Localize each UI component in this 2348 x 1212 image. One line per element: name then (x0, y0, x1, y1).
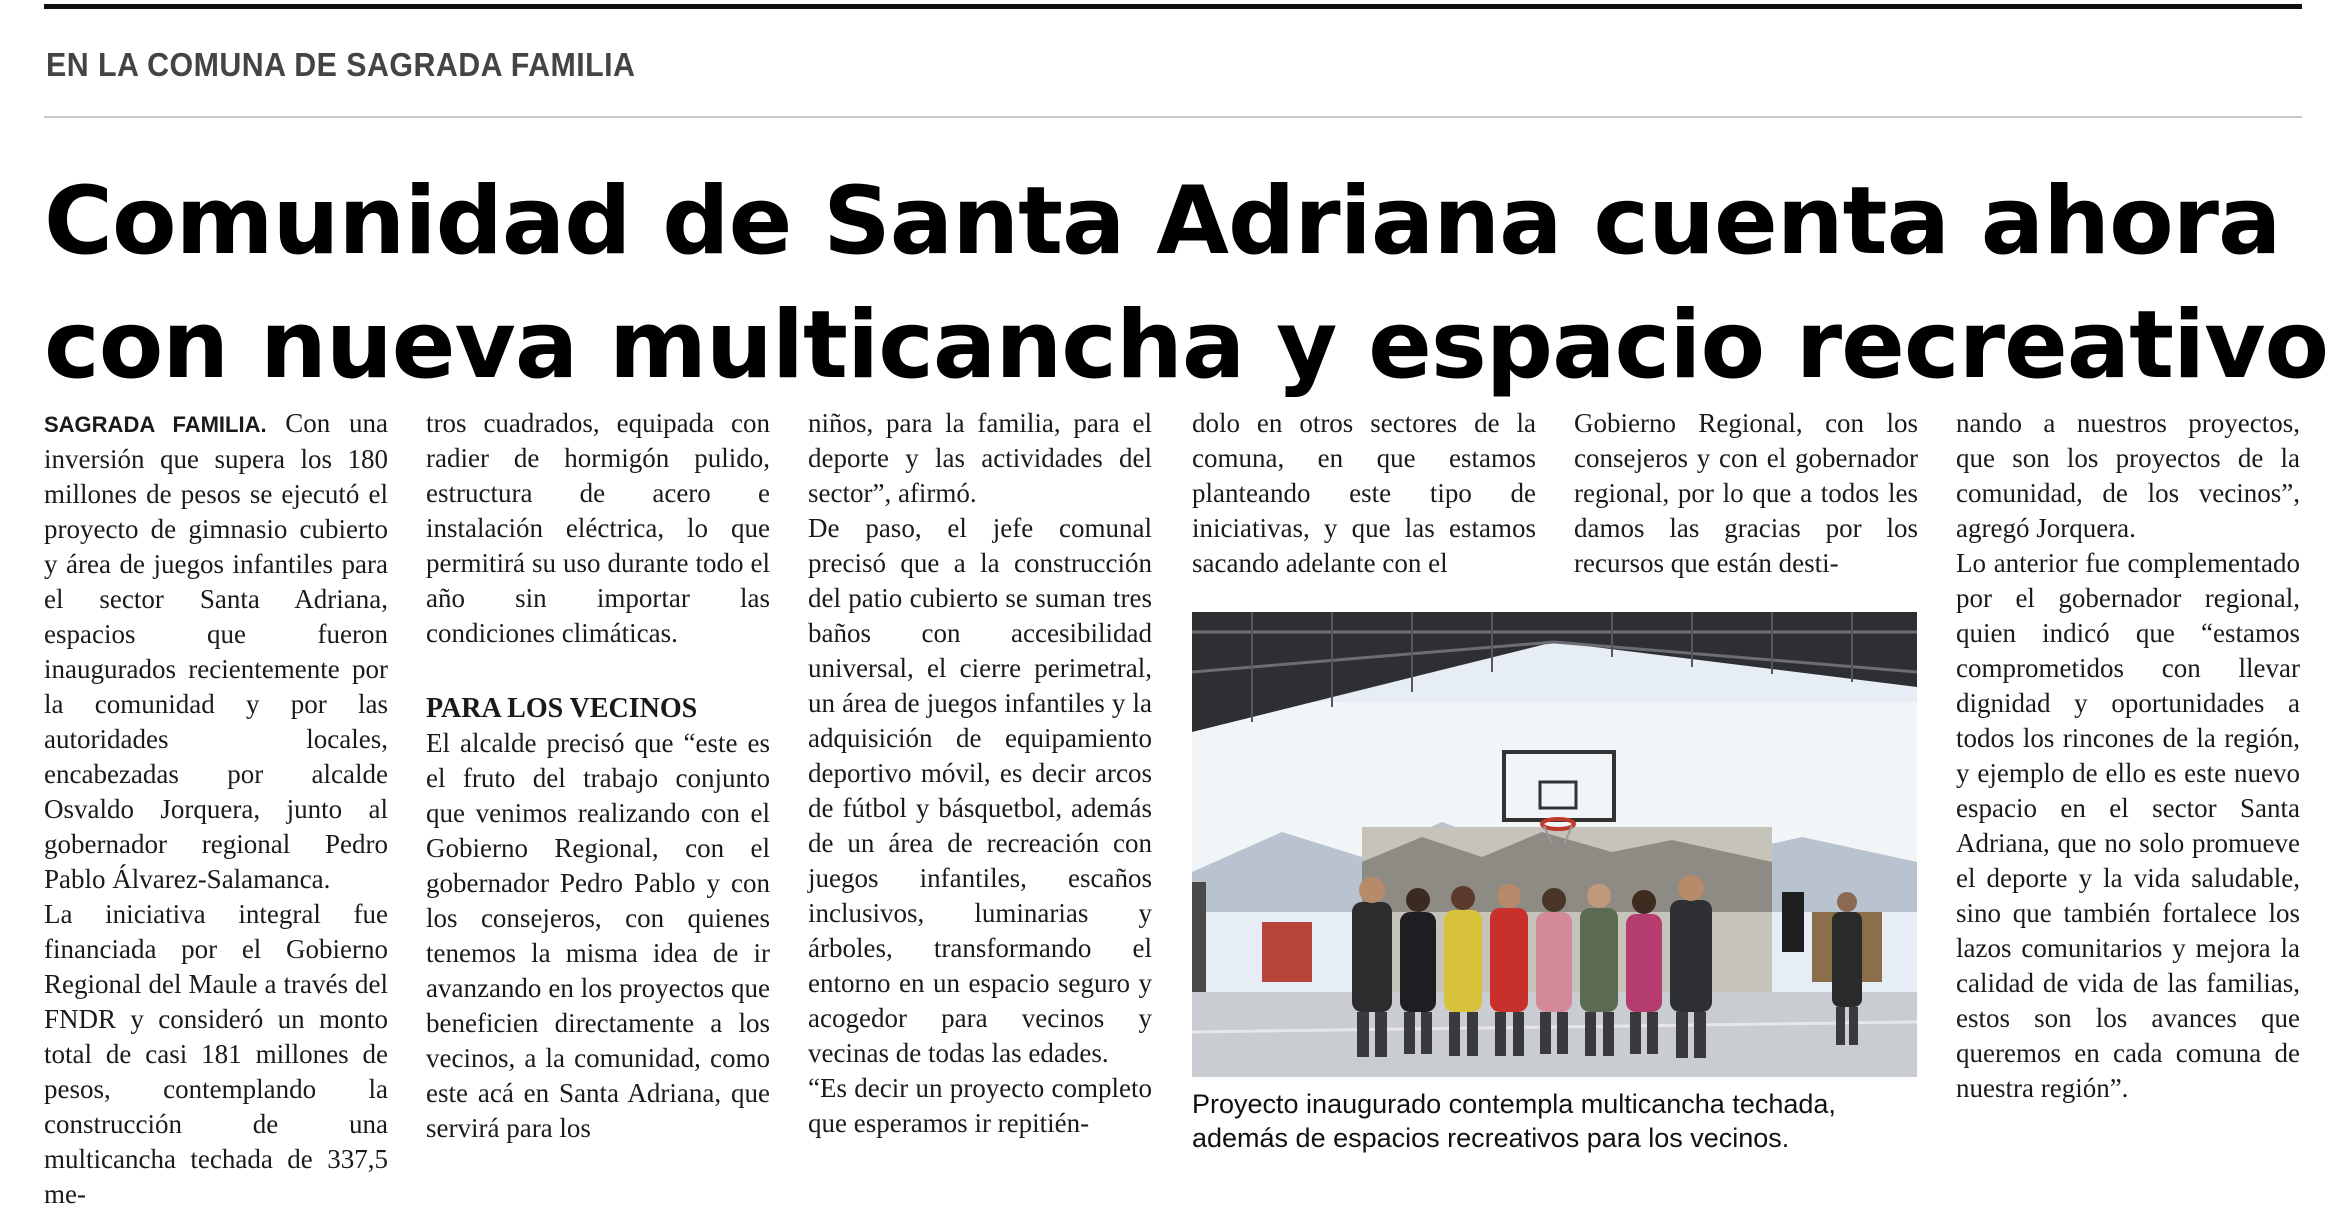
subheading: PARA LOS VECINOS (426, 693, 698, 724)
headline-line-2: con nueva multicancha y espacio recreativo (44, 291, 2329, 400)
article-photo (1192, 612, 1917, 1077)
article-column-5 (1574, 406, 1918, 581)
paragraph: Lo anterior fue complementado por el gobernador regional, quien indicó que “estamos comprometidos con llevar dignidad y oportunidades a todos los rincones de la región, y ejemplo de ello es este nuevo espacio en el sector Santa Adriana, que no solo promueve el deporte y la vida saludable, sino que también fortalece los lazos comunitarios y mejora la calidad de vida de las familias, estos son los avances que queremos en cada comuna de nuestra región”. (1956, 548, 2300, 1103)
paragraph: La iniciativa integral fue financiada por el Gobierno Regional del Maule a través del FNDR y consideró un monto total de casi 181 millones de pesos, contemplando la construcción de una multicancha techada de 337,5 me- (44, 899, 388, 1209)
paragraph: niños, para la familia, para el deporte y las actividades del sector”, afirmó. (808, 408, 1152, 508)
paragraph-text: Con una inversión que supera los 180 millones de pesos se ejecutó el proyecto de gimnasio cubierto y área de juegos infantiles para el sector Santa Adriana, espacios que fueron inaugurados recientemente por la comunidad y por las autoridades locales, encabezadas por alcalde Osvaldo Jorquera, junto al gobernador regional Pedro Pablo Álvarez-Salamanca. (44, 408, 389, 894)
photo-caption: Proyecto inaugurado contempla multicancha techada, además de espacios recreativos para los vecinos. (1192, 1089, 1836, 1153)
headline-line-1: Comunidad de Santa Adriana cuenta ahora (44, 167, 2281, 276)
paragraph: Gobierno Regional, con los consejeros y con el gobernador regional, por lo que a todos les damos las gracias por los recursos que están desti- (1574, 408, 1918, 578)
article-column-2 (426, 406, 770, 1146)
top-rule (44, 4, 2302, 9)
paragraph: El alcalde precisó que “este es el fruto del trabajo conjunto que venimos realizando con el Gobierno Regional, con el gobernador Pedro Pablo y con los consejeros, con quienes tenemos la misma idea de ir avanzando en los proyectos que beneficien directamente a los vecinos, a la comunidad, como este acá en Santa Adriana, que servirá para los (426, 728, 770, 1143)
section-label: EN LA COMUNA DE SAGRADA FAMILIA (46, 46, 636, 83)
dateline: SAGRADA FAMILIA. (44, 412, 267, 437)
article-column-6 (1956, 406, 2300, 1106)
paragraph (44, 406, 388, 897)
paragraph: “Es decir un proyecto completo que esperamos ir repitién- (808, 1073, 1152, 1138)
article-column-4 (1192, 406, 1536, 581)
paragraph: De paso, el jefe comunal precisó que a la construcción del patio cubierto se suman tres baños con accesibilidad universal, el cierre perimetral, un área de juegos infantiles y la adquisición de equipamiento deportivo móvil, es decir arcos de fútbol y básquetbol, además de un área de recreación con juegos infantiles, escaños inclusivos, luminarias y árboles, transformando el entorno en un espacio seguro y acogedor para vecinos y vecinas de todas las edades. (808, 513, 1152, 1068)
article-column-3 (808, 406, 1152, 1141)
section-divider (44, 116, 2302, 118)
paragraph: tros cuadrados, equipada con radier de hormigón pulido, estructura de acero e instalación eléctrica, lo que permitirá su uso durante todo el año sin importar las condiciones climáticas. (426, 408, 770, 648)
paragraph: nando a nuestros proyectos, que son los proyectos de la comunidad, de los vecinos”, agregó Jorquera. (1956, 408, 2300, 543)
article-column-1 (44, 406, 388, 1212)
headline (44, 160, 2329, 408)
paragraph: dolo en otros sectores de la comuna, en que estamos planteando este tipo de iniciativas, y que las estamos sacando adelante con el (1192, 408, 1536, 578)
photo-illustration (1192, 612, 1917, 1077)
